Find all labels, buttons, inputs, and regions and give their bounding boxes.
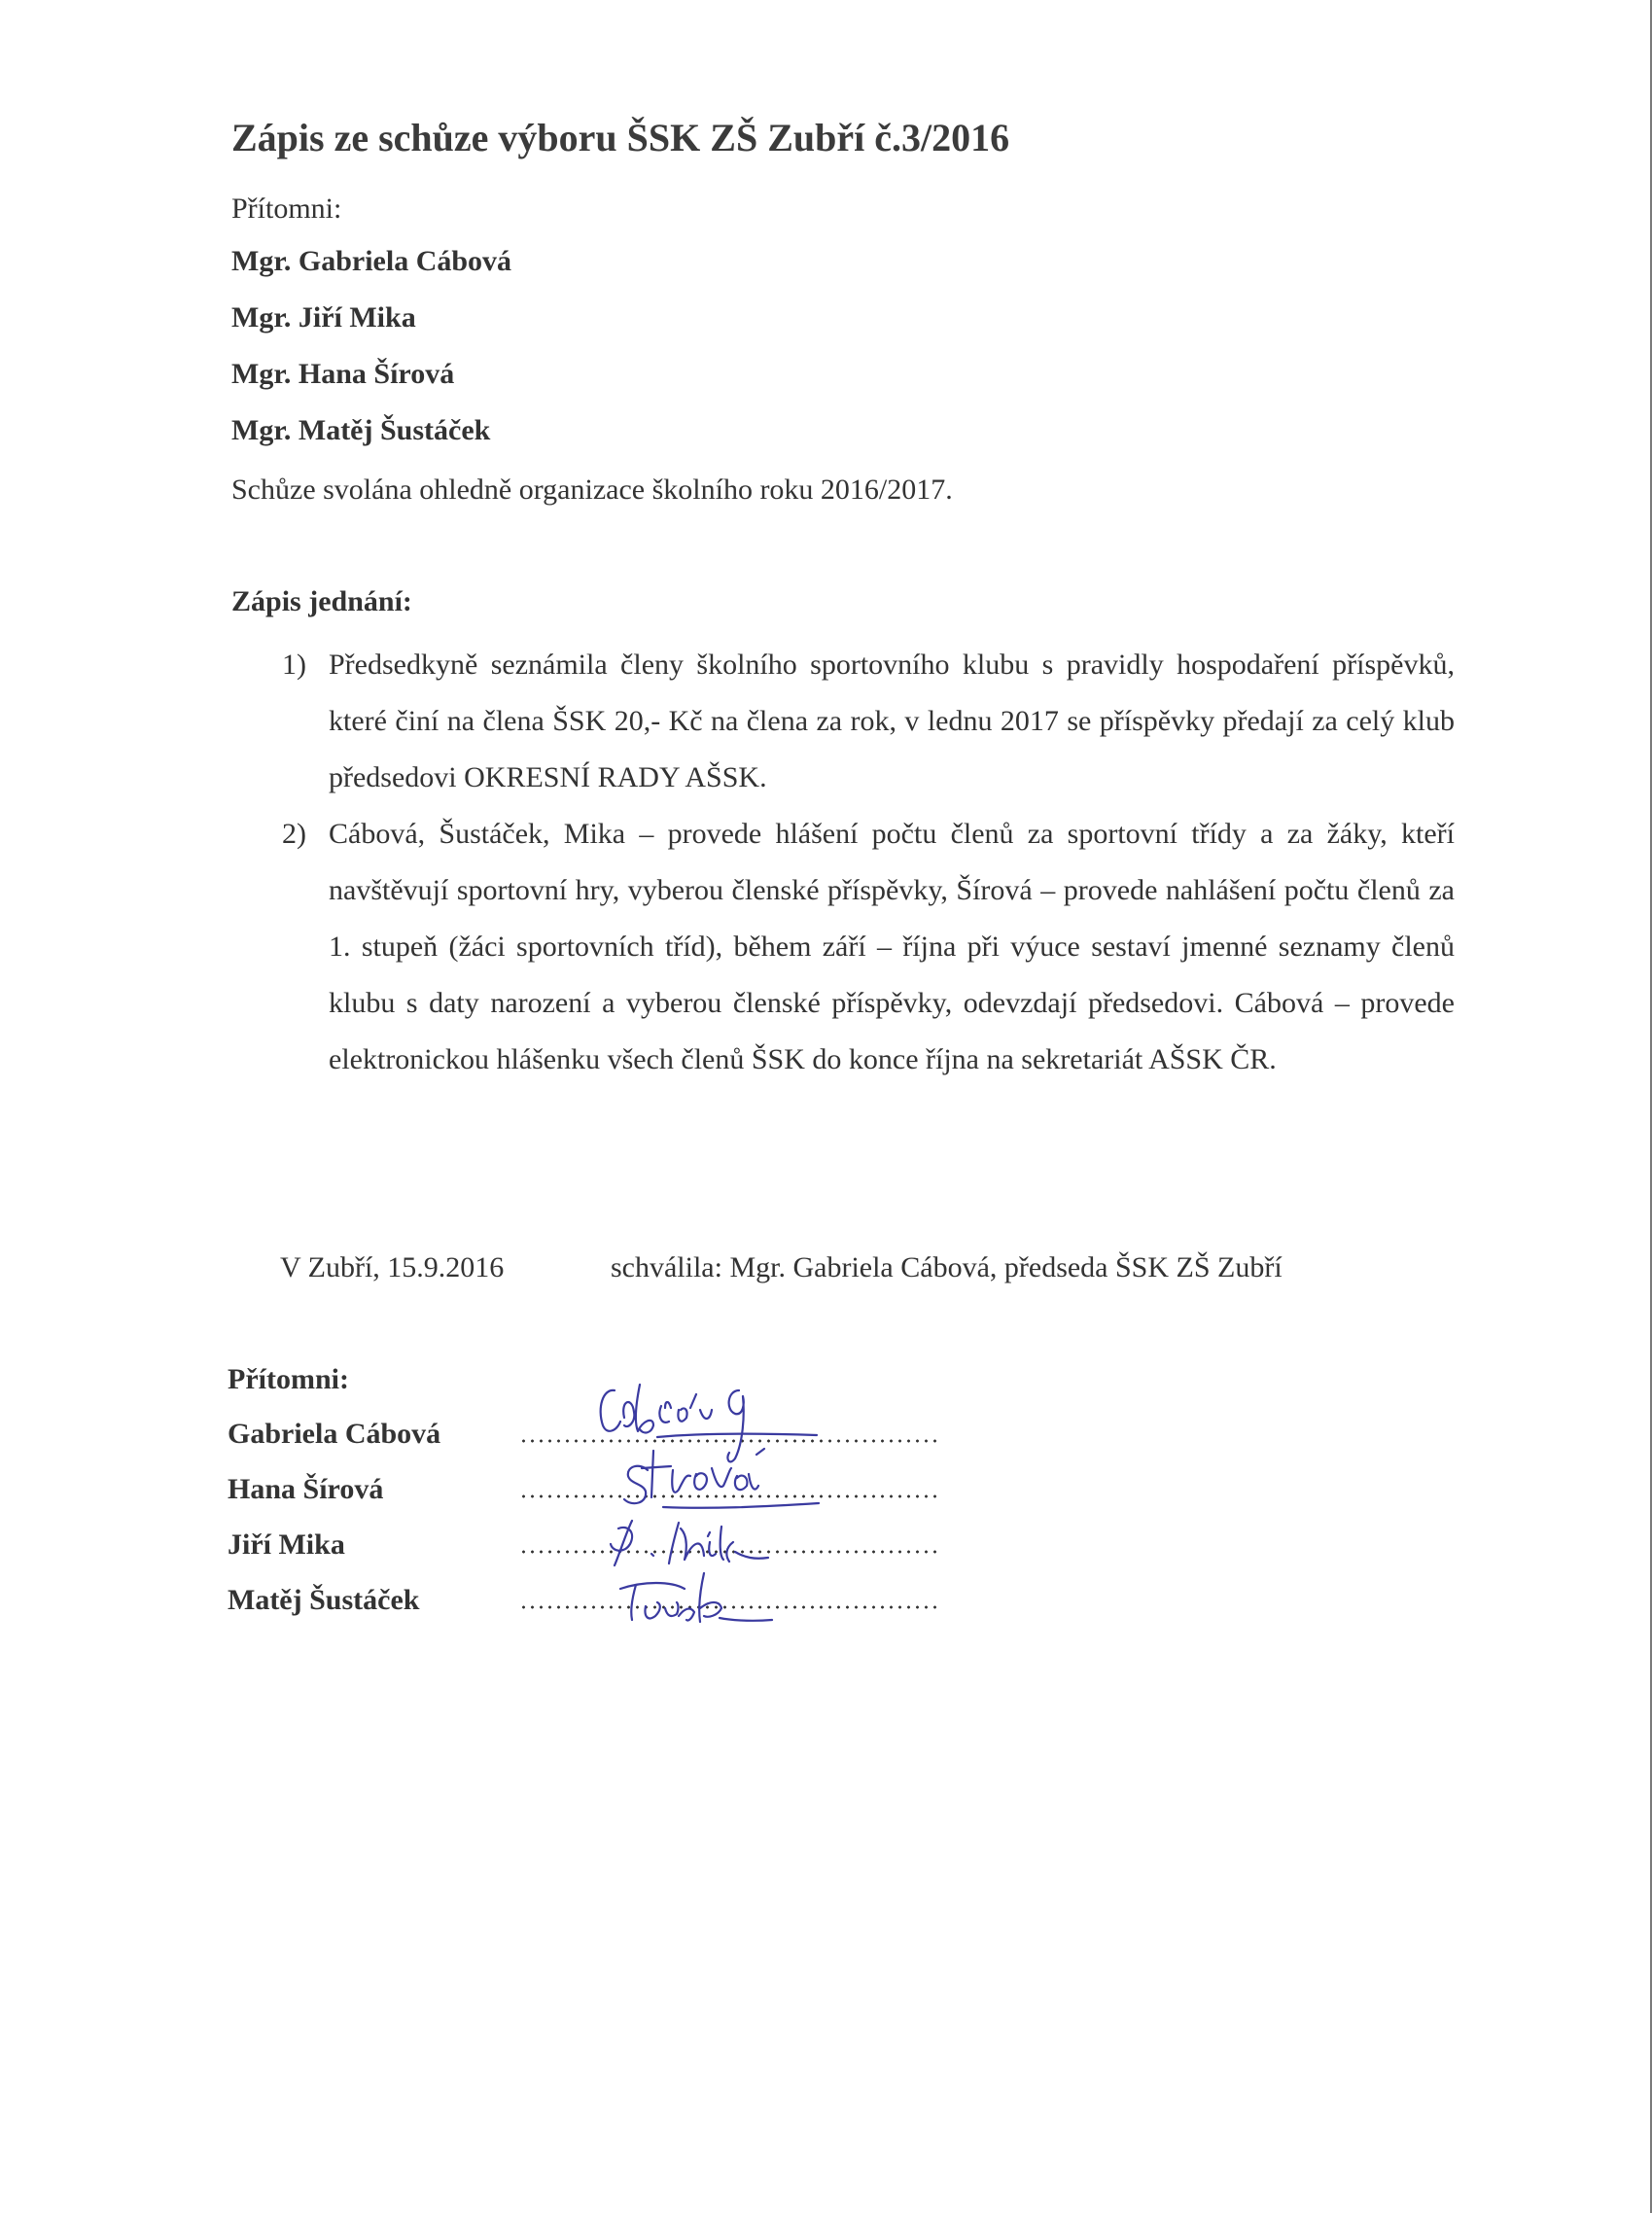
signatory-name: Hana Šírová — [228, 1473, 384, 1505]
signature-mika — [611, 1521, 768, 1565]
approval-note: schválila: Mgr. Gabriela Cábová, předseda ŠSK ZŠ Zubří — [611, 1251, 1283, 1283]
signature-cabova — [601, 1385, 744, 1461]
attendee-name: Mgr. Hana Šírová — [231, 358, 455, 390]
minutes-heading: Zápis jednání: — [231, 585, 412, 617]
signature-sustacek — [620, 1573, 772, 1622]
signatory-name: Jiří Mika — [228, 1528, 345, 1561]
place-date: V Zubří, 15.9.2016 — [280, 1251, 505, 1283]
item-number: 2) — [282, 818, 306, 850]
signatory-name: Matěj Šustáček — [228, 1584, 420, 1616]
meeting-purpose: Schůze svolána ohledně organizace školního roku 2016/2017. — [231, 474, 953, 506]
attendees-label: Přítomni: — [231, 193, 342, 225]
item-text: Předsedkyně seznámila členy školního sportovního klubu s pravidly hospodaření příspěvků, které činí na člena ŠSK 20,- Kč na člena za rok, v lednu 2017 se příspěvky předají za celý klub předsedovi OKRESNÍ RADY AŠSK. — [329, 649, 1455, 793]
item-text: Cábová, Šustáček, Mika – provede hlášení počtu členů za sportovní třídy a za žáky, kteří navštěvují sportovní hry, vyberou členské příspěvky, Šírová – provede nahlášení počtu členů za 1. stupeň (žáci sportovních tříd), během září – října při výuce sestaví jmenné seznamy členů klubu s daty narození a vyberou členské příspěvky, odevzdají předsedovi. Cábová – provede elektronickou hlášenku všech členů ŠSK do konce října na sekretariát AŠSK ČR. — [329, 818, 1455, 1075]
signature-heading: Přítomni: — [228, 1363, 349, 1395]
item-number: 1) — [282, 649, 306, 681]
document-title: Zápis ze schůze výboru ŠSK ZŠ Zubří č.3/2016 — [231, 116, 1010, 159]
signature-sirova — [624, 1449, 764, 1503]
signatory-name: Gabriela Cábová — [228, 1418, 441, 1450]
minutes-items — [282, 637, 1455, 1088]
attendee-name: Mgr. Jiří Mika — [231, 301, 416, 334]
attendee-name: Mgr. Matěj Šustáček — [231, 414, 491, 446]
attendee-list — [231, 245, 511, 471]
handwritten-signatures — [564, 1361, 875, 1633]
minutes-item — [282, 806, 1455, 1088]
attendee-name: Mgr. Gabriela Cábová — [231, 245, 512, 277]
minutes-item — [282, 637, 1455, 806]
